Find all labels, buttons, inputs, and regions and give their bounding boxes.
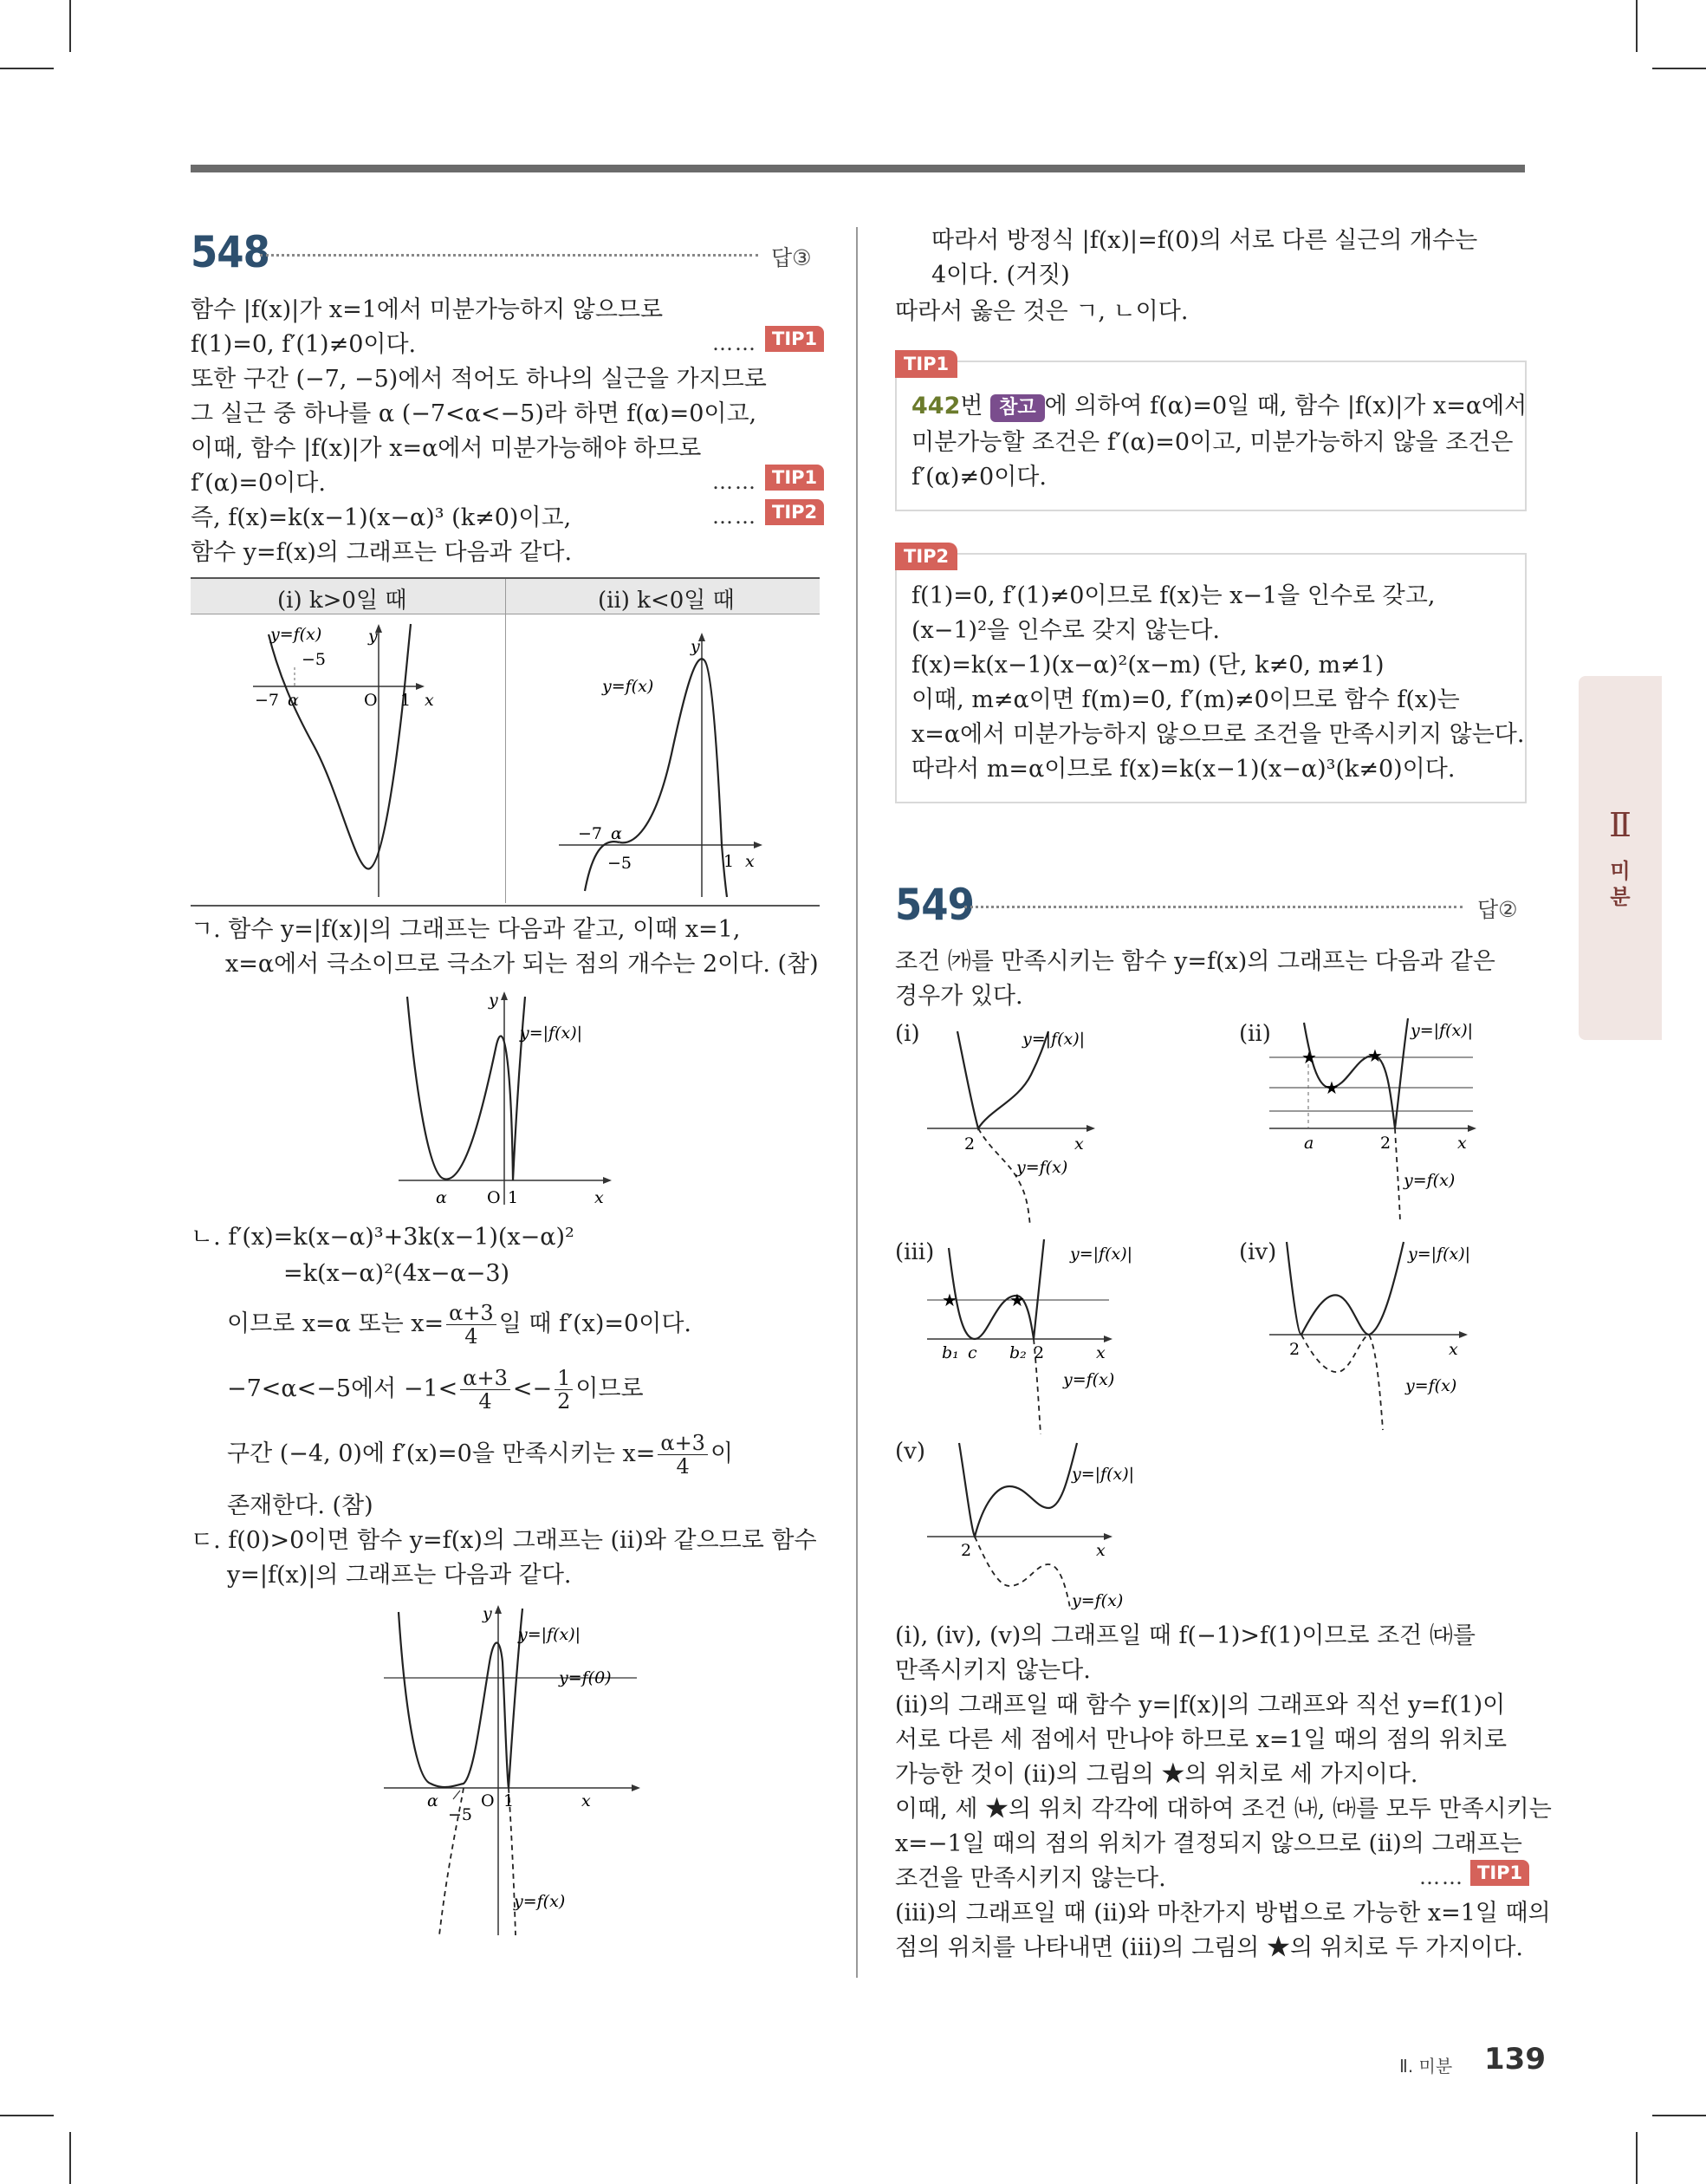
graph-abs-f-with-f0 [377, 1602, 654, 1940]
star-marker: ★ [1301, 1047, 1317, 1068]
table-header-k-negative: (ⅱ) k<0일 때 [598, 588, 735, 614]
label-yf0: y=f(0) [559, 1668, 612, 1687]
label-yabs: y=|f(x)| [1070, 1245, 1133, 1264]
tip1-badge[interactable]: TIP1 [1470, 1860, 1529, 1886]
label-x: x [1074, 1134, 1084, 1154]
crop-mark [1652, 2115, 1706, 2116]
tip2-line: f(x)=k(x−1)(x−α)²(x−m) (단, k≠0, m≠1) [911, 652, 1385, 679]
p549-body-line: 서로 다른 세 점에서 만나야 하므로 x=1일 때의 점의 위치로 [895, 1726, 1508, 1753]
conclusion-line: 따라서 옳은 것은 ㄱ, ㄴ이다. [895, 298, 1189, 325]
label-alpha: α [611, 824, 622, 843]
tip2-box-heading: TIP2 [895, 543, 957, 570]
label-alpha: α [427, 1791, 438, 1810]
p549-body-line: (ⅰ), (ⅳ), (ⅴ)의 그래프일 때 f(−1)>f(1)이므로 조건 ㈐를 [895, 1622, 1476, 1649]
label-b2: b₂ [1009, 1343, 1027, 1362]
item-nieun-line: 존재한다. (참) [227, 1492, 373, 1519]
tip-leader: …… [1419, 1865, 1464, 1889]
label-yfx: y=f(x) [1072, 1591, 1124, 1610]
tip1-badge[interactable]: TIP1 [765, 465, 824, 491]
p549-intro-line: 조건 ㈎를 만족시키는 함수 y=f(x)의 그래프는 다음과 같은 [895, 948, 1495, 975]
tip2-line: (x−1)²을 인수로 갖지 않는다. [911, 617, 1220, 644]
label-m5: −5 [607, 854, 632, 873]
graph-abs-f [381, 988, 624, 1209]
label-x: x [581, 1791, 591, 1810]
header-rule [191, 165, 1525, 172]
tip2-line: f(1)=0, f′(1)≠0이므로 f(x)는 x−1을 인수로 갖고, [911, 582, 1436, 609]
item-digeut-line: ㄷ. f(0)>0이면 함수 y=f(x)의 그래프는 (ⅱ)와 같으므로 함수 [191, 1527, 817, 1554]
tip-leader: …… [712, 331, 757, 355]
label-yfx: y=f(x) [1404, 1171, 1456, 1190]
label-m7: −7 [578, 824, 603, 843]
item-nieun-line: 이므로 x=α 또는 x= $\frac{\alpha+3}{4}$ 일 때 f′(x)=0이다. [227, 1301, 691, 1349]
p549-body-line: 가능한 것이 (ⅱ)의 그림의 ★의 위치로 세 가지이다. [895, 1761, 1418, 1788]
solution-line: f(1)=0, f′(1)≠0이다. [191, 331, 417, 358]
graph-case-ii [1265, 1014, 1525, 1231]
table-divider [505, 579, 506, 903]
label-a: a [1304, 1134, 1314, 1153]
label-m5: −5 [302, 650, 327, 669]
page-number: 139 [1484, 2042, 1546, 2077]
tip-leader: …… [712, 504, 757, 529]
solution-line: 이때, 함수 |f(x)|가 x=α에서 미분가능해야 하므로 [191, 435, 702, 462]
solution-line: 함수 |f(x)|가 x=1에서 미분가능하지 않으므로 [191, 296, 664, 323]
tip2-line: 따라서 m=α이므로 f(x)=k(x−1)(x−α)³(k≠0)이다. [911, 756, 1456, 783]
item-giyeok-line: x=α에서 극소이므로 극소가 되는 점의 개수는 2이다. (참) [225, 951, 819, 978]
solution-line: 또한 구간 (−7, −5)에서 적어도 하나의 실근을 가지므로 [191, 366, 767, 393]
column-divider [856, 227, 858, 1978]
label-two: 2 [1380, 1134, 1391, 1153]
footer-section: Ⅱ. 미분 [1399, 2056, 1453, 2077]
label-one: 1 [400, 691, 412, 710]
tip1-box-heading: TIP1 [895, 350, 957, 378]
label-yfx: y=f(x) [602, 677, 654, 696]
label-yabs: y=|f(x)| [518, 1625, 581, 1644]
graph-k-positive [192, 615, 504, 901]
tip-leader: …… [712, 470, 757, 494]
solution-line: 그 실근 중 하나를 α (−7<α<−5)라 하면 f(α)=0이고, [191, 400, 757, 427]
leader-dots [260, 254, 758, 257]
label-x: x [1096, 1541, 1106, 1560]
tip2-line: 이때, m≠α이면 f(m)=0, f′(m)≠0이므로 함수 f(x)는 [911, 686, 1460, 713]
label-yabs: y=|f(x)| [1072, 1465, 1135, 1484]
p549-body-line: (ⅱ)의 그래프일 때 함수 y=|f(x)|의 그래프와 직선 y=f(1)이 [895, 1692, 1506, 1719]
label-two: 2 [1289, 1340, 1301, 1359]
crop-mark [1636, 0, 1638, 52]
p549-body-line: (ⅲ)의 그래프일 때 (ⅱ)와 마찬가지 방법으로 가능한 x=1일 때의 [895, 1900, 1551, 1927]
label-x: x [1449, 1340, 1458, 1359]
label-x: x [425, 691, 434, 710]
case-label-v: (ⅴ) [895, 1439, 925, 1465]
label-c: c [968, 1343, 977, 1362]
label-m5: −5 [448, 1805, 473, 1824]
crop-mark [0, 68, 54, 69]
label-yfx: y=f(x) [1405, 1376, 1457, 1395]
chapter-title: 미 분 [1610, 859, 1631, 909]
case-label-ii: (ⅱ) [1239, 1021, 1271, 1047]
label-yabs: y=|f(x)| [1022, 1030, 1086, 1049]
star-marker: ★ [1367, 1045, 1383, 1066]
label-origin: O [364, 691, 378, 710]
item-giyeok-line: ㄱ. 함수 y=|f(x)|의 그래프는 다음과 같고, 이때 x=1, [191, 916, 741, 943]
item-nieun-line: =k(x−α)²(4x−α−3) [283, 1260, 510, 1287]
crop-mark [69, 2132, 71, 2184]
graph-case-iv [1265, 1235, 1525, 1439]
label-two: 2 [964, 1134, 976, 1154]
label-two: 2 [961, 1541, 972, 1560]
label-yfx: y=f(x) [1016, 1158, 1068, 1177]
label-x: x [594, 1188, 604, 1207]
label-yfx: y=f(x) [270, 625, 322, 644]
case-label-iii: (ⅲ) [895, 1239, 935, 1265]
conclusion-line: 4이다. (거짓) [931, 262, 1070, 289]
label-y: y [489, 991, 498, 1010]
case-label-i: (ⅰ) [895, 1021, 920, 1047]
problem-number-548: 548 [191, 227, 269, 277]
solution-line: 함수 y=f(x)의 그래프는 다음과 같다. [191, 539, 573, 566]
item-nieun-line: ㄴ. f′(x)=k(x−α)³+3k(x−1)(x−α)² [191, 1224, 574, 1251]
tip1-line: 442번 참고 에 의하여 f(α)=0일 때, 함수 |f(x)|가 x=α에서 [911, 389, 1527, 424]
graph-case-v [923, 1434, 1209, 1612]
label-x: x [1096, 1343, 1106, 1362]
answer-549: 답② [1477, 897, 1518, 922]
label-yfx: y=f(x) [1063, 1370, 1115, 1389]
graph-case-iii [923, 1235, 1209, 1439]
p549-body-line: 만족시키지 않는다. [895, 1657, 1091, 1684]
p549-body-line: x=−1일 때의 점의 위치가 결정되지 않으므로 (ⅱ)의 그래프는 [895, 1830, 1522, 1857]
crop-mark [0, 2115, 54, 2116]
label-yabs: y=|f(x)| [1408, 1245, 1471, 1264]
label-b1: b₁ [942, 1343, 959, 1362]
chapter-roman: Ⅱ [1609, 806, 1631, 844]
tip1-line: f′(α)≠0이다. [911, 464, 1047, 491]
crop-mark [69, 0, 71, 52]
p549-body-line: 이때, 세 ★의 위치 각각에 대하여 조건 ㈏, ㈐를 모두 만족시키는 [895, 1796, 1552, 1823]
crop-mark [1652, 68, 1706, 69]
star-marker: ★ [942, 1290, 957, 1310]
label-two: 2 [1034, 1343, 1045, 1362]
answer-548: 답③ [771, 245, 812, 270]
p549-intro-line: 경우가 있다. [895, 983, 1023, 1010]
p549-body-line: 점의 위치를 나타내면 (ⅲ)의 그림의 ★의 위치로 두 가지이다. [895, 1934, 1524, 1961]
label-alpha: α [288, 691, 299, 710]
label-origin: O [481, 1791, 495, 1810]
tip2-badge[interactable]: TIP2 [765, 499, 824, 525]
tip2-line: x=α에서 미분가능하지 않으므로 조건을 만족시키지 않는다. [911, 721, 1525, 748]
label-yfx: y=f(x) [514, 1892, 566, 1911]
label-yabs: y=|f(x)| [520, 1024, 583, 1043]
p549-body-line: 조건을 만족시키지 않는다. [895, 1865, 1166, 1892]
graph-k-negative [507, 615, 819, 901]
label-y: y [691, 637, 700, 656]
star-marker: ★ [1324, 1077, 1340, 1098]
case-label-iv: (ⅳ) [1239, 1239, 1277, 1265]
label-y: y [483, 1604, 492, 1623]
conclusion-line: 따라서 방정식 |f(x)|=f(0)의 서로 다른 실근의 개수는 [931, 227, 1478, 254]
label-x: x [1457, 1134, 1467, 1153]
graph-case-i [923, 1023, 1209, 1231]
label-m7: −7 [255, 691, 280, 710]
label-origin: O [487, 1188, 501, 1207]
problem-number-549: 549 [895, 880, 974, 930]
solution-line: 즉, f(x)=k(x−1)(x−α)³ (k≠0)이고, [191, 504, 572, 531]
chapter-side-tab[interactable] [1579, 676, 1662, 1040]
label-x: x [745, 852, 755, 871]
star-marker: ★ [1009, 1290, 1025, 1310]
tip1-line: 미분가능할 조건은 f′(α)=0이고, 미분가능하지 않을 조건은 [911, 429, 1514, 456]
label-one: 1 [503, 1791, 515, 1810]
label-yabs: y=|f(x)| [1411, 1021, 1474, 1040]
label-one: 1 [723, 852, 735, 871]
label-y: y [368, 627, 378, 646]
item-digeut-line: y=|f(x)|의 그래프는 다음과 같다. [227, 1562, 572, 1589]
solution-line: f′(α)=0이다. [191, 470, 326, 497]
tip1-badge[interactable]: TIP1 [765, 326, 824, 352]
reference-tag: 참고 [990, 394, 1045, 422]
item-nieun-line: −7<α<−5에서 −1< $\frac{\alpha+3}{4}$ <− $\frac{1}{2}$ 이므로 [227, 1366, 644, 1414]
table-header-k-positive: (ⅰ) k>0일 때 [277, 588, 407, 614]
leader-dots [964, 906, 1463, 908]
crop-mark [1636, 2132, 1638, 2184]
label-alpha: α [436, 1188, 447, 1207]
label-one: 1 [508, 1188, 519, 1207]
item-nieun-line: 구간 (−4, 0)에 f′(x)=0을 만족시키는 x= $\frac{\alpha+3}{4}$ 이 [227, 1431, 734, 1479]
